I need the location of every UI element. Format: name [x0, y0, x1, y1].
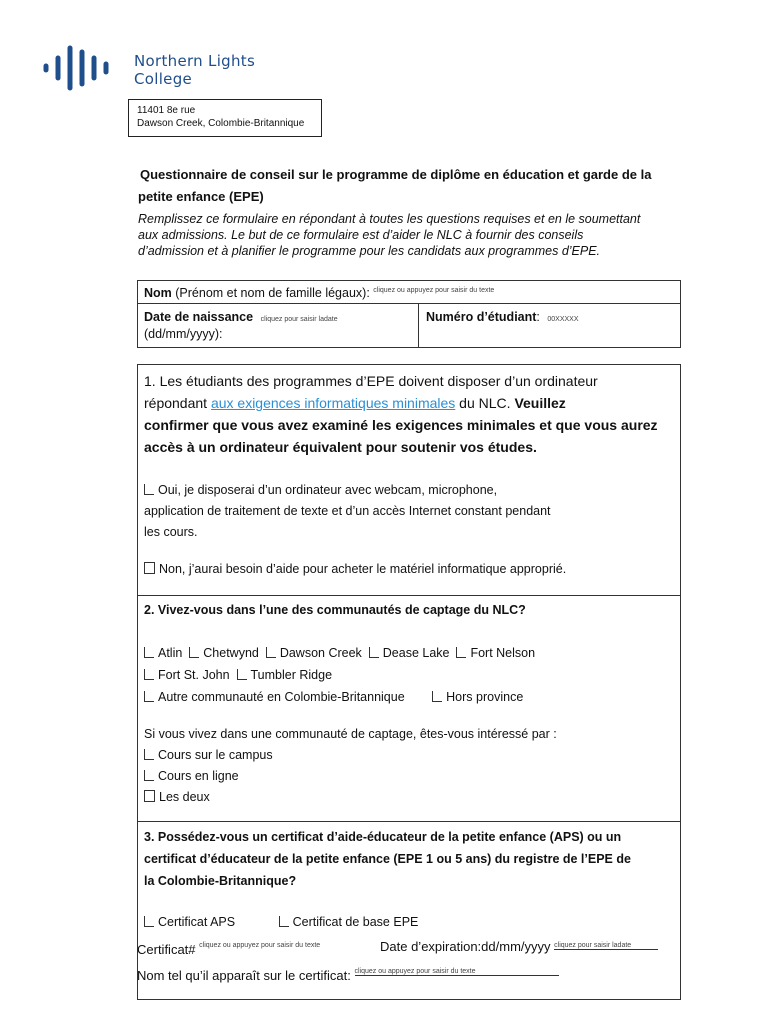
community-atlin[interactable] [144, 646, 182, 660]
question-3 [144, 826, 674, 892]
option-aps-label: Certificat APS [158, 915, 236, 929]
q1-option-yes-line2: application de traitement de texte et d’un accès Internet constant pendant [144, 504, 551, 518]
community-label: Fort St. John [158, 668, 230, 682]
checkbox[interactable] [144, 484, 154, 495]
logo [40, 44, 120, 92]
q1-option-yes-line3: les cours. [144, 525, 198, 539]
checkbox[interactable] [144, 916, 154, 927]
divider [138, 303, 680, 304]
expiration-date-input[interactable]: cliquez pour saisir ladate [554, 942, 658, 950]
community-label: Hors province [446, 690, 524, 704]
q1-line3: confirmer que vous avez examiné les exigences minimales et que vous aurez [144, 417, 658, 433]
logo-name-line1: Northern Lights [134, 52, 256, 70]
community-fort-st-john[interactable] [144, 668, 230, 682]
option-aps[interactable] [144, 915, 235, 929]
interest-campus[interactable] [144, 745, 664, 766]
community-dawson-creek[interactable] [266, 646, 362, 660]
checkbox[interactable] [144, 669, 154, 680]
certificate-number-input[interactable]: cliquez ou appuyez pour saisir du texte [199, 942, 321, 949]
checkbox[interactable] [189, 647, 199, 658]
certificate-number-field[interactable] [137, 942, 320, 957]
community-label: Fort Nelson [470, 646, 536, 660]
community-label: Autre communauté en Colombie-Britannique [158, 690, 405, 704]
checkbox[interactable] [144, 770, 154, 781]
address-line2: Dawson Creek, Colombie-Britannique [137, 118, 305, 129]
community-label: Dease Lake [382, 646, 450, 660]
student-number-label: Numéro d’étudiant [426, 310, 537, 324]
divider [138, 821, 680, 822]
q1-option-yes[interactable] [144, 480, 664, 543]
dob-format: (dd/mm/yyyy): [144, 327, 223, 341]
checkbox[interactable] [456, 647, 466, 658]
logo-mark-icon [40, 44, 120, 92]
community-chetwynd[interactable] [189, 646, 259, 660]
q3-line2: certificat d’éducateur de la petite enfance (EPE 1 ou 5 ans) du registre de l’EPE de [144, 852, 631, 866]
intro-text [138, 211, 748, 259]
interest-label: Les deux [159, 790, 210, 804]
q1-line1: 1. Les étudiants des programmes d’EPE doivent disposer d’un ordinateur [144, 373, 598, 389]
student-number-field[interactable] [426, 310, 579, 324]
q2-interest [144, 724, 664, 808]
q1-option-no[interactable] [144, 562, 566, 576]
q1-line2-bold: Veuillez [514, 395, 566, 411]
name-field[interactable] [144, 286, 494, 300]
community-label: Tumbler Ridge [250, 668, 333, 682]
q3-line1: 3. Possédez-vous un certificat d’aide-éducateur de la petite enfance (APS) ou un [144, 830, 622, 844]
name-label: (Prénom et nom de famille légaux): [171, 286, 370, 300]
checkbox[interactable] [144, 790, 155, 802]
checkbox[interactable] [279, 916, 289, 927]
address-line1: 11401 8e rue [137, 105, 196, 116]
community-label: Dawson Creek [279, 646, 362, 660]
divider [418, 303, 419, 348]
checkbox[interactable] [432, 691, 442, 702]
option-base-epe[interactable] [279, 915, 419, 929]
q1-line4: accès à un ordinateur équivalent pour soutenir vos études. [144, 439, 537, 455]
community-fort-nelson[interactable] [456, 646, 535, 660]
q1-line2-pre: répondant [144, 395, 211, 411]
expiration-date-field[interactable] [380, 939, 658, 954]
q1-option-no-label: Non, j’aurai besoin d’aide pour acheter le matériel informatique approprié. [159, 562, 567, 576]
logo-name-line2: College [134, 70, 193, 88]
community-label: Atlin [158, 646, 183, 660]
q2-communities [144, 642, 664, 708]
q2-interest-label: Si vous vivez dans une communauté de captage, êtes-vous intéressé par : [144, 727, 557, 741]
dob-label: Date de naissance [144, 310, 254, 324]
q1-option-yes-line1: Oui, je disposerai d’un ordinateur avec webcam, microphone, [158, 483, 498, 497]
certificate-number-label: Certificat# [137, 942, 196, 957]
question-2: 2. Vivez-vous dans l’une des communautés de captage du NLC? [144, 603, 526, 617]
interest-both[interactable] [144, 787, 664, 808]
community-other-bc[interactable] [144, 690, 405, 704]
checkbox[interactable] [369, 647, 379, 658]
logo-name [134, 52, 255, 88]
checkbox[interactable] [144, 749, 154, 760]
intro-line1: Remplissez ce formulaire en répondant à toutes les questions requises et en le soumettant [138, 212, 641, 226]
q3-options [144, 915, 418, 929]
question-1 [144, 370, 679, 458]
interest-label: Cours en ligne [158, 769, 239, 783]
community-label: Chetwynd [203, 646, 259, 660]
dob-input[interactable]: cliquez pour saisir ladate [260, 316, 338, 323]
checkbox[interactable] [144, 562, 155, 574]
title-line2: petite enfance (EPE) [138, 189, 264, 204]
community-dease-lake[interactable] [369, 646, 450, 660]
q1-line2-mid: du NLC. [455, 395, 515, 411]
intro-line3: d’admission et à planifier le programme pour les candidats aux programmes d’EPE. [138, 244, 601, 258]
q1-line2 [144, 392, 679, 414]
checkbox[interactable] [144, 691, 154, 702]
page-title [138, 164, 738, 208]
checkbox[interactable] [266, 647, 276, 658]
expiration-date-label: Date d’expiration:dd/mm/yyyy [380, 939, 551, 954]
community-tumbler-ridge[interactable] [237, 668, 333, 682]
interest-label: Cours sur le campus [158, 748, 273, 762]
requirements-link[interactable]: aux exigences informatiques minimales [210, 395, 456, 411]
name-input[interactable]: cliquez ou appuyez pour saisir du texte [373, 287, 495, 294]
option-base-label: Certificat de base EPE [292, 915, 419, 929]
checkbox[interactable] [144, 647, 154, 658]
certificate-name-label: Nom tel qu’il apparaît sur le certificat: [137, 968, 351, 983]
dob-field[interactable] [144, 310, 414, 342]
certificate-name-field[interactable] [137, 968, 559, 983]
certificate-name-input[interactable]: cliquez ou appuyez pour saisir du texte [355, 968, 559, 976]
title-line1: Questionnaire de conseil sur le programme de diplôme en éducation et garde de la [140, 167, 652, 182]
q3-line3: la Colombie-Britannique? [144, 874, 297, 888]
intro-line2: aux admissions. Le but de ce formulaire est d’aider le NLC à fournir des conseils [138, 228, 584, 242]
name-label-bold: Nom [144, 286, 172, 300]
identity-table [137, 280, 681, 348]
student-number-colon: : [536, 310, 540, 324]
interest-online[interactable] [144, 766, 664, 787]
student-number-input[interactable]: 00XXXXX [547, 316, 579, 323]
checkbox[interactable] [237, 669, 247, 680]
divider [138, 595, 680, 596]
address-box [128, 99, 322, 137]
community-out-of-province[interactable] [432, 690, 523, 704]
